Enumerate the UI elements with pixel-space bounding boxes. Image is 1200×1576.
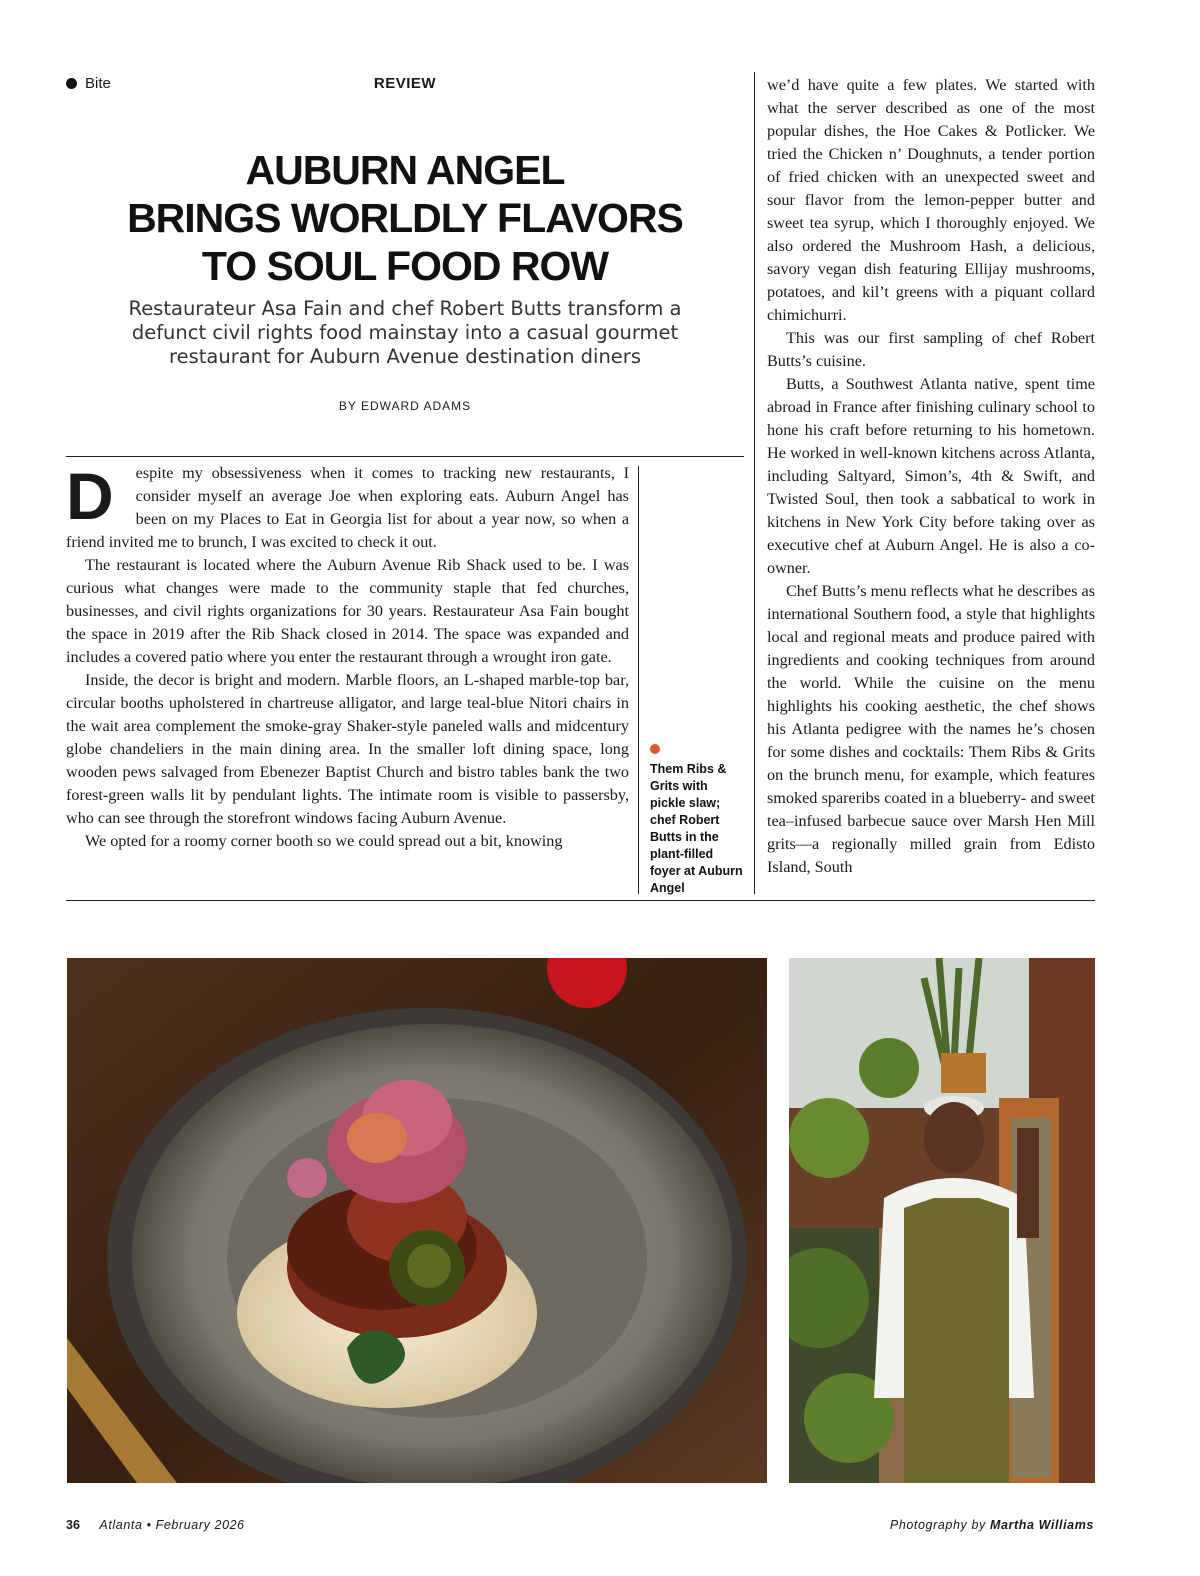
article-paragraph: we’d have quite a few plates. We started with what the server described as one of the most popular dishes, the Hoe Cakes & Potlicker. We tried the Chicken n’ Doughnuts, a tender portion of fried chicken with an unexpected sweet and sour flavor from the lemon-pepper butter and sweet tea syrup, which I thoroughly enjoyed. We also ordered the Mushroom Hash, a delicious, savory vegan dish featuring Ellijay mushrooms, potatoes, and kil’t greens with a piquant collard chimichurri. bbox=[767, 76, 1095, 324]
photographer-name: Martha Williams bbox=[989, 1518, 1094, 1532]
magazine-issue: Atlanta • February 2026 bbox=[99, 1518, 245, 1532]
ribs-and-grits-image bbox=[67, 958, 767, 1483]
chef-portrait-image bbox=[789, 958, 1095, 1483]
headline-line-3: TO SOUL FOOD ROW bbox=[201, 243, 609, 289]
article-paragraph: Chef Butts’s menu reflects what he describes as international Southern food, a style that highlights local and regional meats and produce paired with ingredients and cooking techniques from around the world. While the cuisine on the menu highlights his cooking aesthetic, the chef shows his Atlanta pedigree with the names he’s chosen for some dishes and cocktails: Them Ribs & Grits on the brunch menu, for example, which features smoked spareribs coated in a blueberry- and sweet tea–infused barbecue sauce over Marsh Hen Mill grits—a regionally milled grain from Edisto Island, South bbox=[767, 582, 1095, 876]
photo-caption bbox=[650, 744, 745, 897]
page-footer bbox=[66, 1518, 245, 1532]
divider-bottom bbox=[66, 900, 1095, 901]
photo-credit-prefix: Photography by bbox=[889, 1518, 990, 1532]
column-divider bbox=[754, 72, 755, 894]
caption-bullet-icon bbox=[650, 744, 660, 754]
column-divider bbox=[638, 466, 639, 894]
article-column-left bbox=[66, 459, 629, 853]
photo-credit bbox=[890, 1518, 1094, 1532]
article-column-right bbox=[767, 74, 1095, 879]
divider-top bbox=[66, 456, 744, 457]
caption-text: Them Ribs & Grits with pickle slaw; chef Robert Butts in the plant-filled foyer at Auburn Angel bbox=[650, 762, 743, 895]
headline-line-1: AUBURN ANGEL bbox=[245, 147, 565, 193]
headline bbox=[66, 146, 744, 290]
page-number: 36 bbox=[66, 1518, 80, 1532]
drop-cap: D bbox=[66, 459, 114, 533]
article-paragraph: The restaurant is located where the Auburn Avenue Rib Shack used to be. I was curious what changes were made to the community staple that fed churches, businesses, and civil rights organizations for 30 years. Restaurateur Asa Fain bought the space in 2019 after the Rib Shack closed in 2014. The space was expanded and includes a covered patio where you enter the restaurant through a wrought iron gate. bbox=[66, 556, 629, 666]
food-photo bbox=[67, 958, 767, 1483]
article-paragraph: We opted for a roomy corner booth so we could spread out a bit, knowing bbox=[85, 832, 563, 850]
byline: BY EDWARD ADAMS bbox=[338, 399, 472, 413]
article-paragraph: Butts, a Southwest Atlanta native, spent time abroad in France after finishing culinary school to hone his craft before returning to his hometown. He worked in well-known kitchens across Atlanta, including Saltyard, Simon’s, 4th & Swift, and Twisted Soul, then took a sabbatical to work in kitchens in New York City before taking over as executive chef at Auburn Angel. He is also a co-owner. bbox=[767, 375, 1095, 577]
section-label: Bite bbox=[85, 75, 111, 92]
article-paragraph: This was our first sampling of chef Robert Butts’s cuisine. bbox=[767, 329, 1095, 370]
article-paragraph: D espite my obsessiveness when it comes to tracking new restaurants, I consider myself an average Joe when exploring eats. Auburn Angel has been on my Places to Eat in Georgia list for about a year now, so when a friend invited me to brunch, I was excited to check it out. bbox=[66, 459, 629, 551]
dek: Restaurateur Asa Fain and chef Robert Butts transform a defunct civil rights food mainstay into a casual gourmet restaurant for Auburn Avenue destination diners bbox=[128, 297, 682, 368]
kicker: REVIEW bbox=[373, 75, 437, 92]
chef-photo bbox=[789, 958, 1095, 1483]
article-paragraph: Inside, the decor is bright and modern. Marble floors, an L-shaped marble-top bar, circular booths upholstered in chartreuse alligator, and large teal-blue Nitori chairs in the wait area complement the smoke-gray Shaker-style paneled walls and midcentury globe chandeliers in the main dining area. In the smaller loft dining space, long wooden pews salvaged from Ebenezer Baptist Church and bistro tables bank the two forest-green walls lit by pendulant lights. The intimate room is visible to passersby, who can see through the storefront windows facing Auburn Avenue. bbox=[66, 671, 629, 827]
headline-line-2: BRINGS WORLDLY FLAVORS bbox=[127, 195, 683, 241]
